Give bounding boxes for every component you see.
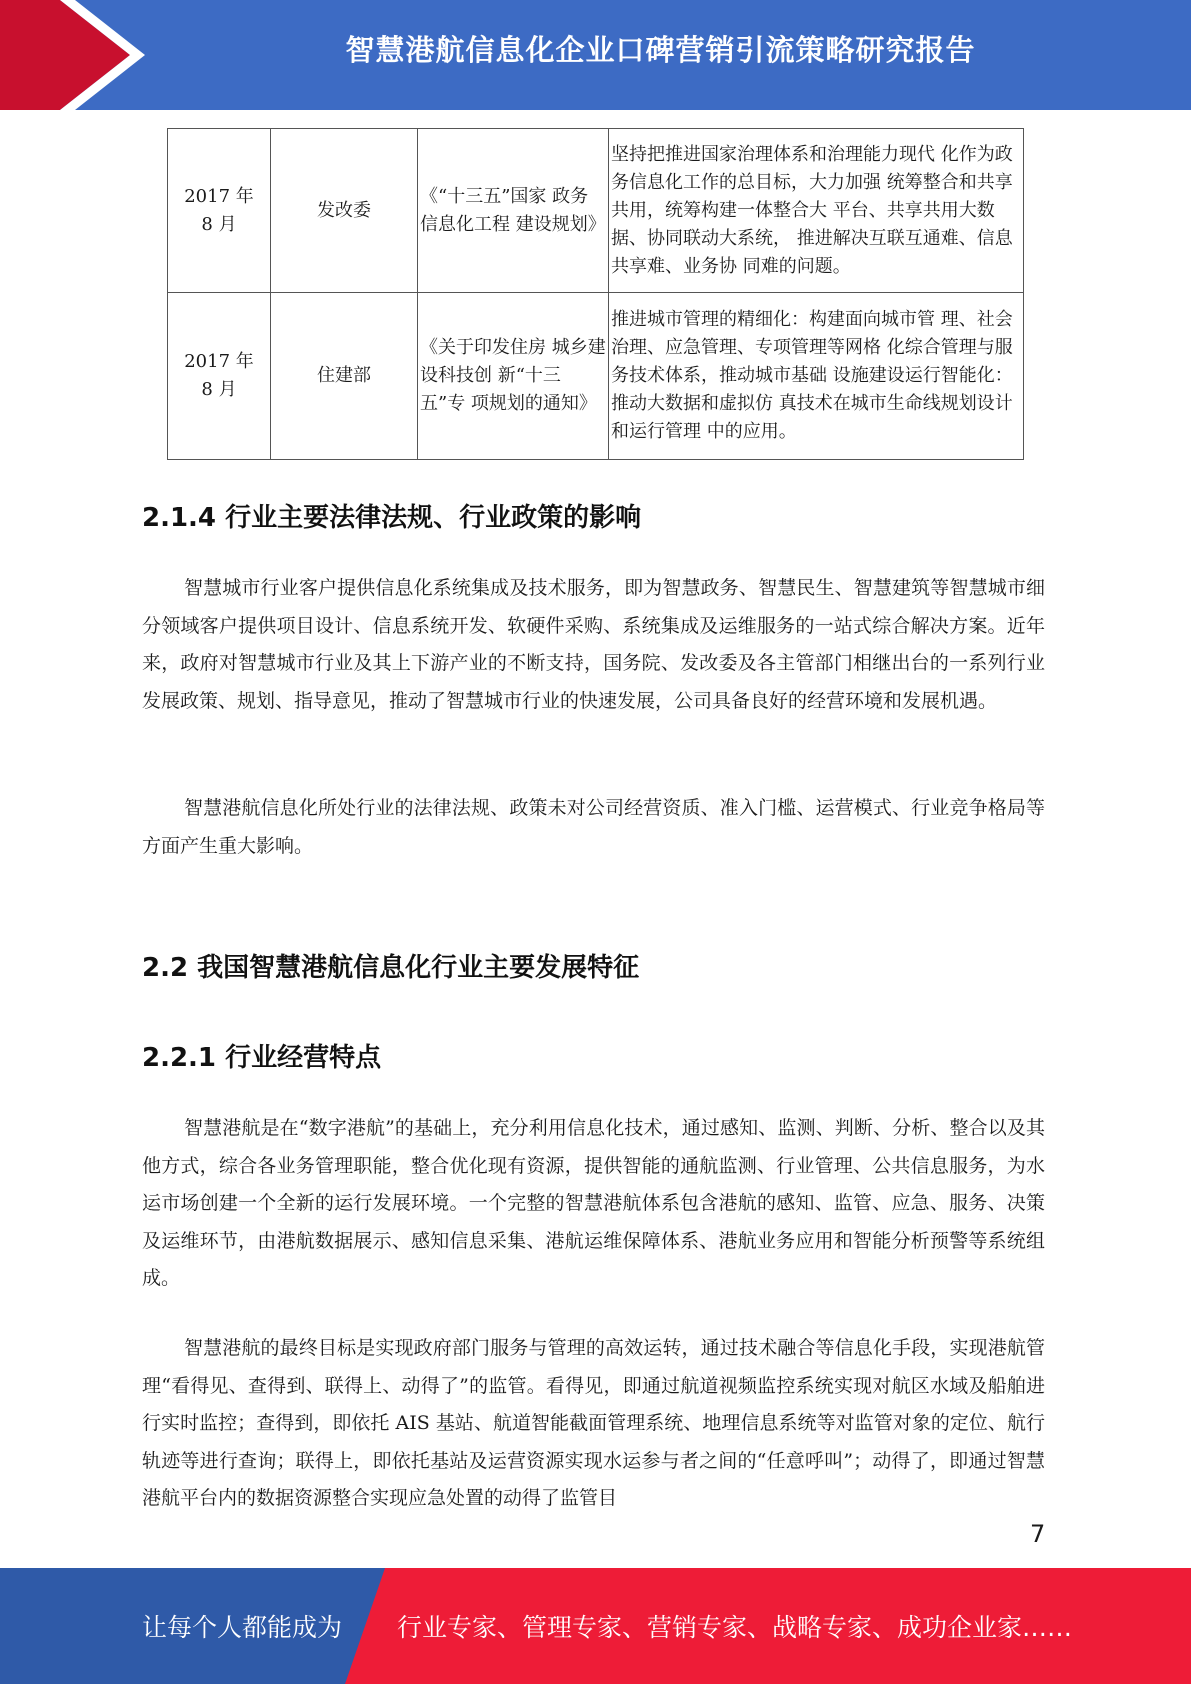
page-header xyxy=(0,0,1191,110)
org-cell: 发改委 xyxy=(271,129,418,293)
description-cell: 推进城市管理的精细化：构建面向城市管 理、社会治理、应急管理、专项管理等网格 化综合管理与服务技术体系，推动城市基础 设施建设运行智能化：推动大数据和虚拟仿 真技术在城市生命线规划设计和运行管理 中的应用。 xyxy=(609,293,1024,460)
org-cell: 住建部 xyxy=(271,293,418,460)
section-heading-2-1-4: 2.1.4 行业主要法律法规、行业政策的影响 xyxy=(142,503,642,533)
table-row xyxy=(168,129,1024,293)
document-cell: 《关于印发住房 城乡建设科技创 新“十三五”专 项规划的通知》 xyxy=(418,293,609,460)
footer-slogan-right: 行业专家、管理专家、营销专家、战略专家、成功企业家…… xyxy=(397,1613,1073,1642)
table-row xyxy=(168,293,1024,460)
date-cell: 2017 年 8 月 xyxy=(168,129,271,293)
date-cell: 2017 年 8 月 xyxy=(168,293,271,460)
header-arrow-decoration xyxy=(0,0,160,110)
section-heading-2-2: 2.2 我国智慧港航信息化行业主要发展特征 xyxy=(142,953,640,983)
paragraph: 智慧港航信息化所处行业的法律法规、政策未对公司经营资质、准入门槛、运营模式、行业竞争格局等方面产生重大影响。 xyxy=(142,797,1045,857)
footer-slogan-left: 让每个人都能成为 xyxy=(142,1613,343,1642)
page-footer xyxy=(0,1568,1191,1684)
page-number: 7 xyxy=(1030,1520,1046,1548)
paragraph: 智慧港航的最终目标是实现政府部门服务与管理的高效运转，通过技术融合等信息化手段，实现港航管理“看得见、查得到、联得上、动得了”的监管。看得见，即通过航道视频监控系统实现对航区水域及船舶进行实时监控；查得到，即依托 AIS 基站、航道智能截面管理系统、地理信息系统等对监管对象的定位、航行轨迹等进行查询；联得上，即依托基站及运营资源实现水运参与者之间的“任意呼叫”；动得了，即通过智慧港航平台内的数据资源整合实现应急处置的动得了监管目 xyxy=(142,1337,1045,1509)
paragraph: 智慧城市行业客户提供信息化系统集成及技术服务，即为智慧政务、智慧民生、智慧建筑等智慧城市细分领域客户提供项目设计、信息系统开发、软硬件采购、系统集成及运维服务的一站式综合解决方案。近年来，政府对智慧城市行业及其上下游产业的不断支持，国务院、发改委及各主管部门相继出台的一系列行业发展政策、规划、指导意见，推动了智慧城市行业的快速发展，公司具备良好的经营环境和发展机遇。 xyxy=(142,577,1045,712)
section-heading-2-2-1: 2.2.1 行业经营特点 xyxy=(142,1043,382,1073)
document-cell: 《“十三五”国家 政务信息化工程 建设规划》 xyxy=(418,129,609,293)
description-cell: 坚持把推进国家治理体系和治理能力现代 化作为政务信息化工作的总目标，大力加强 统筹整合和共享共用，统筹构建一体整合大 平台、共享共用大数据、协同联动大系统， 推进解决互联互通难、信息共享难、业务协 同难的问题。 xyxy=(609,129,1024,293)
paragraph: 智慧港航是在“数字港航”的基础上，充分利用信息化技术，通过感知、监测、判断、分析、整合以及其他方式，综合各业务管理职能，整合优化现有资源，提供智能的通航监测、行业管理、公共信息服务，为水运市场创建一个全新的运行发展环境。一个完整的智慧港航体系包含港航的感知、监管、应急、服务、决策及运维环节，由港航数据展示、感知信息采集、港航运维保障体系、港航业务应用和智能分析预警等系统组成。 xyxy=(142,1117,1045,1289)
document-title: 智慧港航信息化企业口碑营销引流策略研究报告 xyxy=(345,33,976,67)
policy-table xyxy=(167,128,1024,460)
